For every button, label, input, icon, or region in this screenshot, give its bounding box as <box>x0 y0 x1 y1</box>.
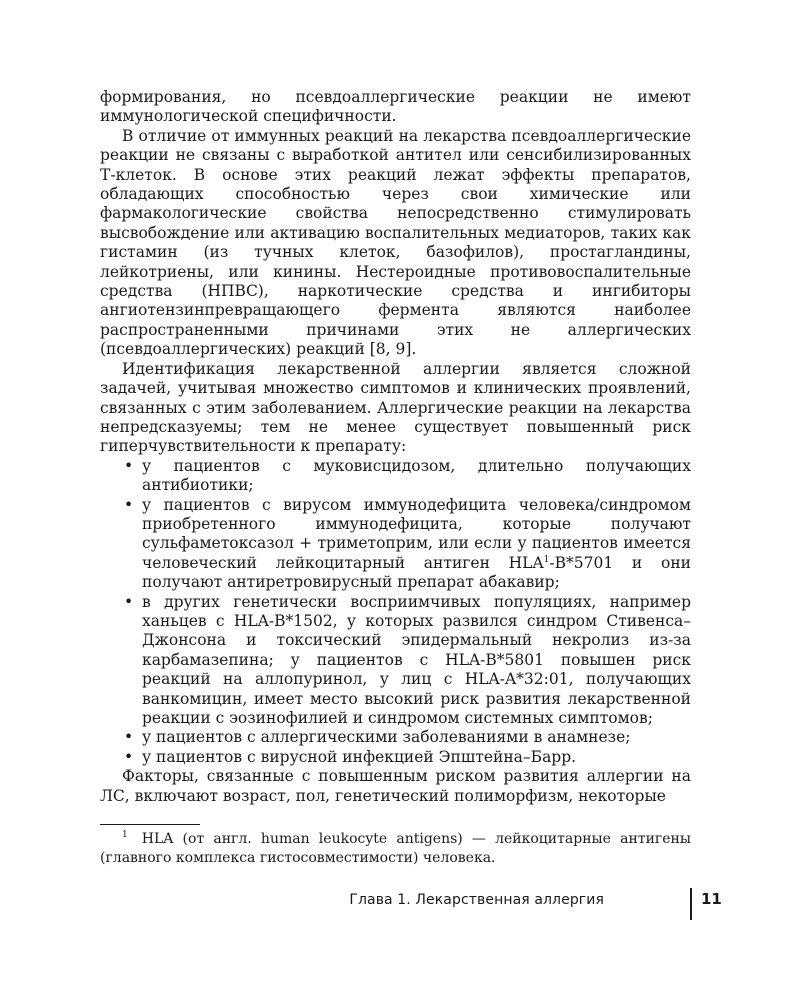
bullet-icon: • <box>124 456 134 475</box>
list-item <box>100 728 691 747</box>
footnote-text: HLA (от англ. human leukocyte antigens) — лейкоцитарные антигены (главного комплекса гистосовместимости) человека. <box>100 831 691 866</box>
bullet-icon: • <box>124 592 134 611</box>
paragraph-risk-factors: Факторы, связанные с повышенным риском развития аллергии на ЛС, включают возраст, пол, генетический полиморфизм, некоторые <box>100 767 691 805</box>
list-item-text: у пациентов с муковисцидозом, длительно получающих антибиотики; <box>142 456 691 495</box>
footnote-reference: 1 <box>543 554 550 565</box>
running-footer <box>349 888 722 918</box>
list-item <box>100 496 691 593</box>
bullet-icon: • <box>124 728 134 747</box>
list-item <box>100 748 691 767</box>
bullet-icon: • <box>124 747 134 766</box>
footer-divider <box>690 888 692 920</box>
paragraph-pseudoallergic: В отличие от иммунных реакций на лекарства псевдоаллергические реакции не связаны с выработкой антител или сенсибилизированных Т-клеток. В основе этих реакций лежат эффекты препаратов, обладающих способностью через свои химические или фармакологические свойства непосредственно стимулировать высвобождение или активацию воспалительных медиаторов, таких как гистамин (из тучных клеток, базофилов), простагландины, лейкотриены, или кинины. Нестероидные противовоспалительные средства (НПВС), наркотические средства и ингибиторы ангиотензинпревращающего фермента являются наиболее распространенными причинами этих не аллергических (псевдоаллергических) реакций [8, 9]. <box>100 126 691 359</box>
paragraph-identification: Идентификация лекарственной аллергии является сложной задачей, учитывая множество симптомов и клинических проявлений, связанных с этим заболеванием. Аллергические реакции на лекарства непредсказуемы; тем не менее существует повышенный риск гиперчувствительности к препарату: <box>100 359 691 456</box>
list-item-text-before: у пациентов с вирусом иммунодефицита человека/синдромом приобретенного иммунодефицита, которые получают сульфаметоксазол + триметоприм, или если у пациентов имеется человеческий лейкоцитарный антиген HLA <box>142 495 691 572</box>
risk-factor-list <box>100 457 691 768</box>
list-item <box>100 457 691 496</box>
list-item-text: в других генетически восприимчивых популяциях, например ханьцев с HLA-B*1502, у которых развился синдром Стивенса–Джонсона и токсический эпидермальный некролиз из-за карбамазепина; у пациентов с HLA-B*5801 повышен риск реакций на аллопуринол, у лиц с HLA-A*32:01, получающих ванкомицин, имеет место высокий риск развития лекарственной реакции с эозинофилией и синдромом системных симптомов; <box>142 592 691 727</box>
list-item-text: у пациентов с вирусной инфекцией Эпштейна–Барр. <box>142 747 577 766</box>
list-item-text-after: -B*5701 и они получают антиретровирусный препарат абакавир; <box>142 553 691 592</box>
chapter-title: Глава 1. Лекарственная аллергия <box>349 892 604 908</box>
paragraph-continuation: формирования, но псевдоаллергические реакции не имеют иммунологической специфичности. <box>100 88 691 126</box>
page-body <box>100 88 691 806</box>
bullet-icon: • <box>124 495 134 514</box>
list-item <box>100 593 691 729</box>
list-item-text: у пациентов с аллергическими заболеваниями в анамнезе; <box>142 728 631 747</box>
footnote <box>100 830 691 867</box>
page-number: 11 <box>701 890 722 908</box>
footnote-mark: 1 <box>122 830 128 841</box>
footnote-divider <box>100 824 200 825</box>
